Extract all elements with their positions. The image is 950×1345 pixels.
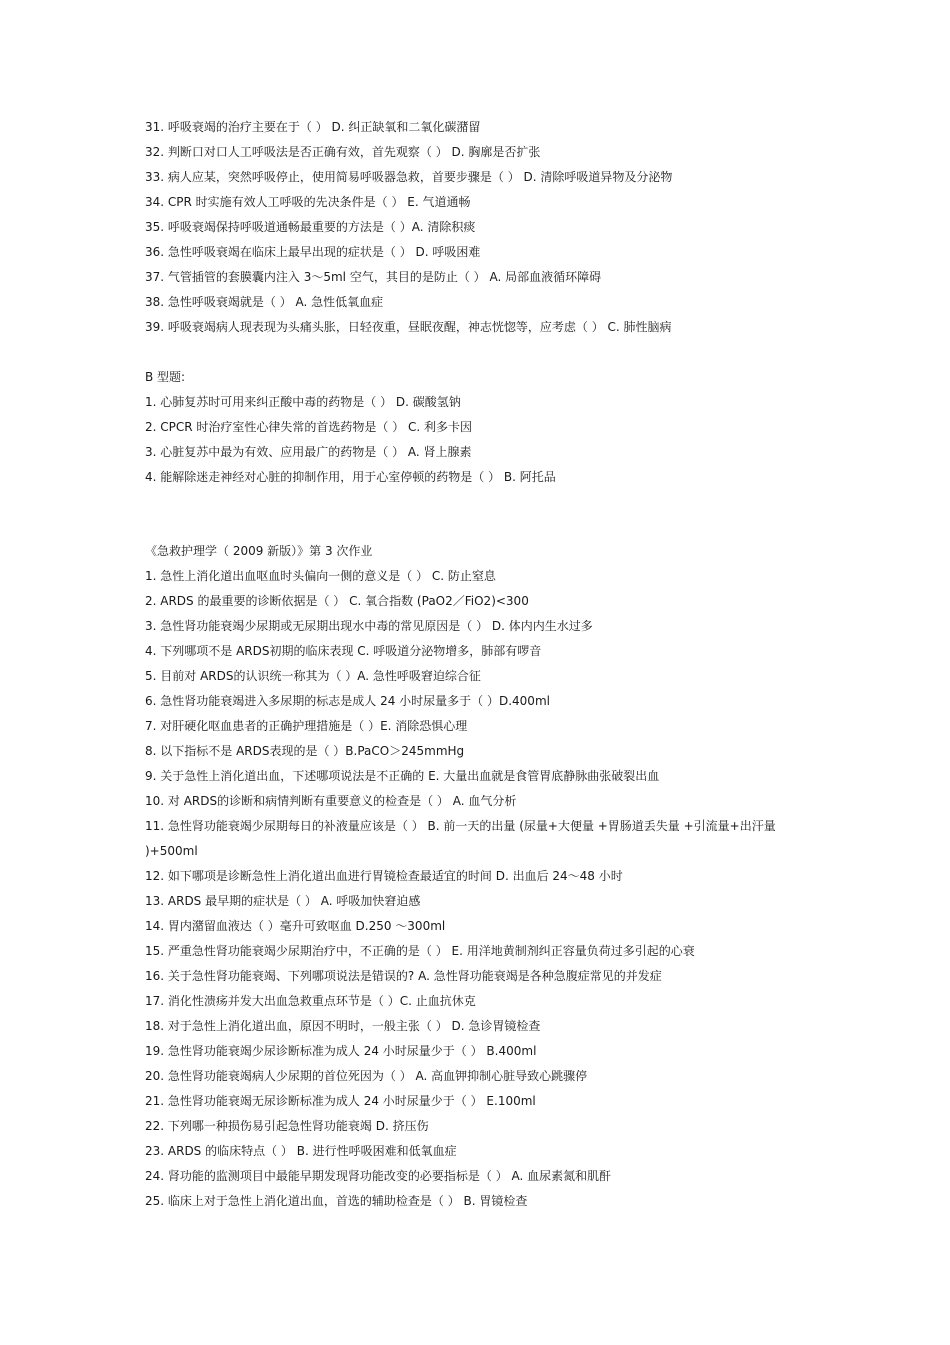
section-heading: 《急救护理学（ 2009 新版）》第 3 次作业: [145, 544, 373, 558]
b-type-questions: [145, 365, 825, 490]
question-line: 8. 以下指标不是 ARDS表现的是（ ）B.PaCO＞245mmHg: [145, 744, 465, 758]
question-line: 20. 急性肾功能衰竭病人少尿期的首位死因为（ ） A. 高血钾抑制心脏导致心跳骤停: [145, 1069, 588, 1083]
question-line: 37. 气管插管的套膜囊内注入 3～5ml 空气，其目的是防止（ ） A. 局部血液循环障碍: [145, 270, 602, 284]
homework-3-questions: [145, 539, 825, 1214]
section-heading: B 型题:: [145, 370, 186, 384]
question-line: 25. 临床上对于急性上消化道出血，首选的辅助检查是（ ） B. 胃镜检查: [145, 1194, 528, 1208]
question-line: 35. 呼吸衰竭保持呼吸道通畅最重要的方法是（ ）A. 清除积痰: [145, 220, 476, 234]
question-line: 39. 呼吸衰竭病人现表现为头痛头胀，日轻夜重，昼眠夜醒，神志恍惚等，应考虑（ ） C. 肺性脑病: [145, 320, 672, 334]
question-line: 34. CPR 时实施有效人工呼吸的先决条件是（ ） E. 气道通畅: [145, 195, 471, 209]
question-line: 38. 急性呼吸衰竭就是（ ） A. 急性低氧血症: [145, 295, 384, 309]
question-line: 10. 对 ARDS的诊断和病情判断有重要意义的检查是（ ） A. 血气分析: [145, 794, 517, 808]
question-line: 3. 急性肾功能衰竭少尿期或无尿期出现水中毒的常见原因是（ ） D. 体内内生水过多: [145, 619, 593, 633]
question-line: 22. 下列哪一种损伤易引起急性肾功能衰竭 D. 挤压伤: [145, 1119, 429, 1133]
question-line: 17. 消化性溃疡并发大出血急救重点环节是（ ）C. 止血抗休克: [145, 994, 476, 1008]
question-block-31-39: [145, 115, 825, 340]
question-line: 18. 对于急性上消化道出血，原因不明时，一般主张（ ） D. 急诊胃镜检查: [145, 1019, 541, 1033]
question-line: 1. 心肺复苏时可用来纠正酸中毒的药物是（ ） D. 碳酸氢钠: [145, 395, 461, 409]
question-line: 7. 对肝硬化呕血患者的正确护理措施是（ ）E. 消除恐惧心理: [145, 719, 468, 733]
question-line: 4. 能解除迷走神经对心脏的抑制作用，用于心室停顿的药物是（ ） B. 阿托品: [145, 470, 556, 484]
question-line: 36. 急性呼吸衰竭在临床上最早出现的症状是（ ） D. 呼吸困难: [145, 245, 481, 259]
question-line: 13. ARDS 最早期的症状是（ ） A. 呼吸加快窘迫感: [145, 894, 421, 908]
question-line: 32. 判断口对口人工呼吸法是否正确有效，首先观察（ ） D. 胸廓是否扩张: [145, 145, 541, 159]
question-line: 2. ARDS 的最重要的诊断依据是（ ） C. 氧合指数 (PaO2／FiO2)<300: [145, 594, 529, 608]
question-line: 19. 急性肾功能衰竭少尿诊断标准为成人 24 小时尿量少于（ ） B.400ml: [145, 1044, 537, 1058]
question-line: 24. 肾功能的监测项目中最能早期发现肾功能改变的必要指标是（ ） A. 血尿素氮和肌酐: [145, 1169, 612, 1183]
question-line: 31. 呼吸衰竭的治疗主要在于（ ） D. 纠正缺氧和二氧化碳潴留: [145, 120, 481, 134]
question-line: 16. 关于急性肾功能衰竭、下列哪项说法是错误的? A. 急性肾功能衰竭是各种急腹症常见的并发症: [145, 969, 662, 983]
question-line: 33. 病人应某，突然呼吸停止，使用简易呼吸器急救，首要步骤是（ ） D. 清除呼吸道异物及分泌物: [145, 170, 673, 184]
question-line: 4. 下列哪项不是 ARDS初期的临床表现 C. 呼吸道分泌物增多，肺部有啰音: [145, 644, 542, 658]
question-line: 1. 急性上消化道出血呕血时头偏向一侧的意义是（ ） C. 防止窒息: [145, 569, 496, 583]
question-line: 9. 关于急性上消化道出血，下述哪项说法是不正确的 E. 大量出血就是食管胃底静脉曲张破裂出血: [145, 769, 660, 783]
question-line: 11. 急性肾功能衰竭少尿期每日的补液量应该是（ ） B. 前一天的出量 (尿量+大便量 +胃肠道丢失量 +引流量+出汗量 )+500ml: [145, 819, 776, 858]
question-line: 2. CPCR 时治疗室性心律失常的首选药物是（ ） C. 利多卡因: [145, 420, 473, 434]
question-line: 5. 目前对 ARDS的认识统一称其为（ ）A. 急性呼吸窘迫综合征: [145, 669, 481, 683]
question-line: 14. 胃内潴留血液达（ ）毫升可致呕血 D.250 ～300ml: [145, 919, 446, 933]
question-line: 23. ARDS 的临床特点（ ） B. 进行性呼吸困难和低氧血症: [145, 1144, 457, 1158]
question-line: 12. 如下哪项是诊断急性上消化道出血进行胃镜检查最适宜的时间 D. 出血后 24～48 小时: [145, 869, 623, 883]
question-line: 15. 严重急性肾功能衰竭少尿期治疗中，不正确的是（ ） E. 用洋地黄制剂纠正容量负荷过多引起的心衰: [145, 944, 695, 958]
question-line: 21. 急性肾功能衰竭无尿诊断标准为成人 24 小时尿量少于（ ） E.100ml: [145, 1094, 536, 1108]
question-line: 6. 急性肾功能衰竭进入多尿期的标志是成人 24 小时尿量多于（ ）D.400ml: [145, 694, 550, 708]
question-line: 3. 心脏复苏中最为有效、应用最广的药物是（ ） A. 肾上腺素: [145, 445, 472, 459]
